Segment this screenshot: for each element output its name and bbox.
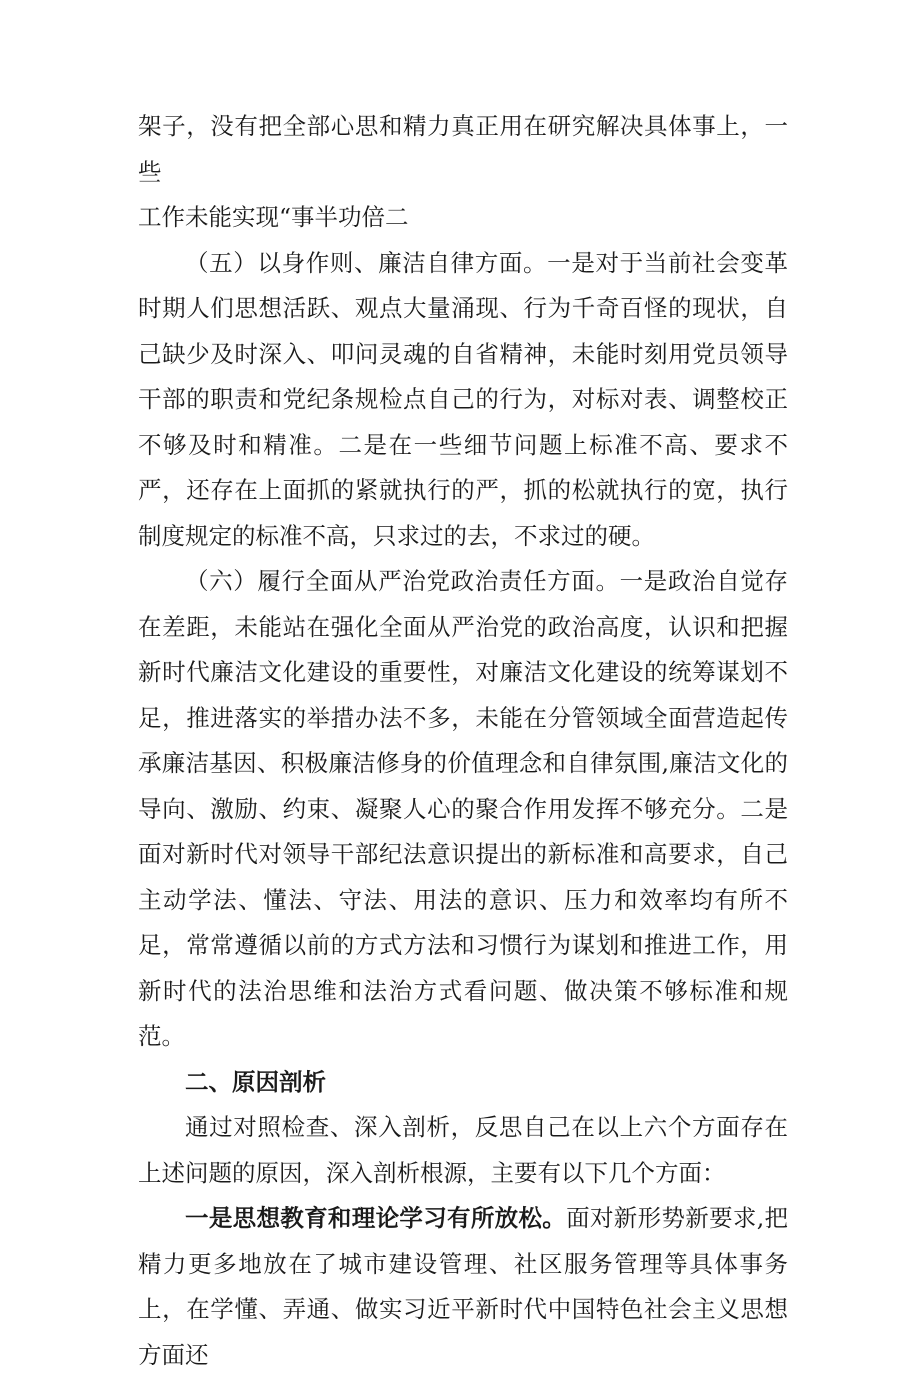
paragraph-analysis-intro: 通过对照检查、深入剖析，反思自己在以上六个方面存在上述问题的原因，深入剖析根源，主要有以下几个方面： <box>138 1113 788 1187</box>
document-body <box>138 104 788 1378</box>
reason-1-body: 面对新形势新要求,把精力更多地放在了城市建设管理、社区服务管理等具体事务上，在学懂、弄通、做实习近平新时代中国特色社会主义思想方面还 <box>138 1204 788 1369</box>
paragraph-continuation: 架子，没有把全部心思和精力真正用在研究解决具体事上，一些 工作未能实现“事半功倍二 <box>138 112 788 231</box>
paragraph-section-6: （六）履行全面从严治党政治责任方面。一是政治自觉存在差距，未能站在强化全面从严治党的政治高度，认识和把握新时代廉洁文化建设的重要性，对廉洁文化建设的统筹谋划不足，推进落实的举措办法不多，未能在分管领域全面营造起传承廉洁基因、积极廉洁修身的价值理念和自律氛围,廉洁文化的导向、激励、约束、凝聚人心的聚合作用发挥不够充分。二是面对新时代对领导干部纪法意识提出的新标准和高要求，自己主动学法、懂法、守法、用法的意识、压力和效率均有所不足，常常遵循以前的方式方法和习惯行为谋划和推进工作，用新时代的法治思维和法治方式看问题、做决策不够标准和规范。 <box>138 567 788 1050</box>
paragraph-section-5: （五）以身作则、廉洁自律方面。一是对于当前社会变革时期人们思想活跃、观点大量涌现、行为千奇百怪的现状，自己缺少及时深入、叩问灵魂的自省精神，未能时刻用党员领导干部的职责和党纪条规检点自己的行为，对标对表、调整校正不够及时和精准。二是在一些细节问题上标准不高、要求不严，还存在上面抓的紧就执行的严，抓的松就执行的宽，执行制度规定的标准不高，只求过的去，不求过的硬。 <box>138 248 788 550</box>
paragraph-reason-1 <box>138 1196 788 1378</box>
reason-1-lead: 一是思想教育和理论学习有所放松。 <box>185 1204 567 1232</box>
section-heading-cause-analysis: 二、原因剖析 <box>185 1067 326 1096</box>
